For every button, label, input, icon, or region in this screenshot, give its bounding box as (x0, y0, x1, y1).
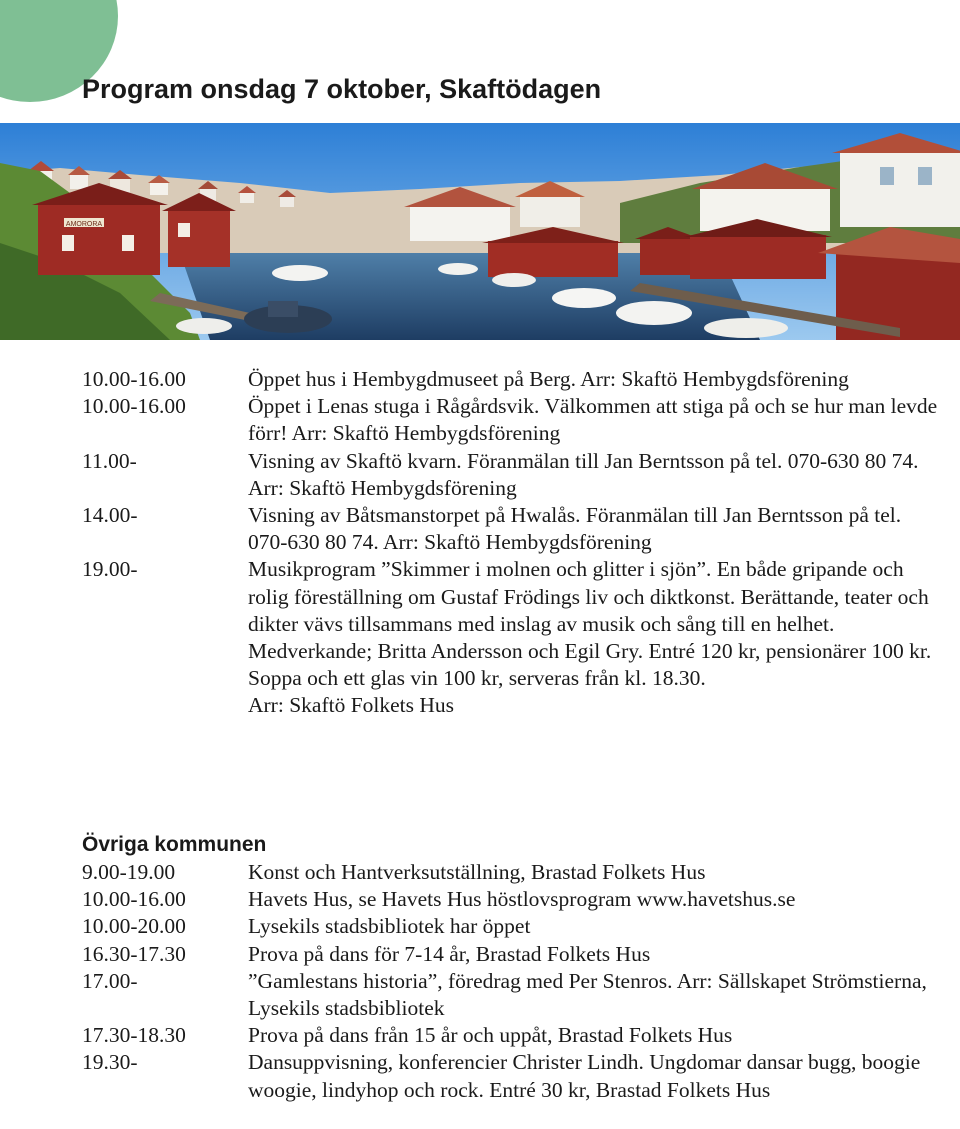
event-time: 9.00-19.00 (82, 860, 176, 884)
event-description: Dansuppvisning, konferencier Christer Lindh. Ungdomar dansar bugg, boogie woogie, lindyhop och rock. Entré 30 kr, Brastad Folkets Hus (248, 1050, 921, 1102)
event-time: 14.00- (82, 503, 138, 528)
event-time: 10.00-20.00 (82, 914, 186, 939)
schedule-item (82, 913, 942, 940)
event-description: Konst och Hantverksutställning, Brastad Folkets Hus (248, 860, 706, 884)
event-description: Visning av Skaftö kvarn. Föranmälan till Jan Berntsson på tel. 070-630 80 74. Arr: Skaftö Hembygdsförening (248, 448, 919, 500)
schedule-item (82, 859, 942, 886)
event-time: 11.00- (82, 448, 137, 473)
event-organizer: Arr: Skaftö Folkets Hus (248, 693, 455, 718)
page-title: Program onsdag 7 oktober, Skaftödagen (82, 74, 602, 104)
schedule-item (82, 502, 942, 556)
skafto-schedule (82, 366, 942, 720)
schedule-item (82, 393, 942, 447)
schedule-item (82, 1049, 942, 1103)
event-time: 19.00- (82, 557, 138, 582)
event-description: Lysekils stadsbibliotek har öppet (248, 914, 531, 939)
harbor-photo (0, 123, 960, 340)
event-time: 17.30-18.30 (82, 1023, 186, 1048)
event-time: 10.00-16.00 (82, 367, 186, 391)
event-time: 19.30- (82, 1050, 138, 1075)
event-description: Havets Hus, se Havets Hus höstlovsprogram www.havetshus.se (248, 887, 796, 912)
event-description: ”Gamlestans historia”, föredrag med Per Stenros. Arr: Sällskapet Strömstierna, Lysekils stadsbibliotek (248, 968, 927, 1021)
event-description: Öppet hus i Hembygdmuseet på Berg. Arr: Skaftö Hembygdsförening (248, 367, 849, 391)
event-time: 10.00-16.00 (82, 394, 186, 419)
schedule-item (82, 366, 942, 393)
event-time: 17.00- (82, 968, 138, 993)
event-description: Prova på dans för 7-14 år, Brastad Folkets Hus (248, 941, 651, 966)
section-heading: Övriga kommunen (82, 833, 267, 856)
event-description: Prova på dans från 15 år och uppåt, Brastad Folkets Hus (248, 1023, 733, 1048)
schedule-item (82, 968, 942, 1022)
event-description: Öppet i Lenas stuga i Rågårdsvik. Välkommen att stiga på och se hur man levde förr! Arr: Skaftö Hembygdsförening (248, 394, 938, 446)
schedule-item (82, 941, 942, 968)
event-description-main: Musikprogram ”Skimmer i molnen och glitter i sjön”. En både gripande och rolig föreställning om Gustaf Frödings liv och diktkonst. Berättande, teater och dikter vävs tillsammans med inslag av musik och sång till en helhet. Medverkande; Britta Andersson och Egil Gry. Entré 120 kr, pensionärer 100 kr. Soppa och ett glas vin 100 kr, serveras från kl. 18.30. (248, 557, 932, 691)
schedule-item (82, 886, 942, 913)
event-description: Visning av Båtsmanstorpet på Hwalås. Föranmälan till Jan Berntsson på tel. 070-630 80 74. Arr: Skaftö Hembygdsförening (248, 503, 902, 555)
schedule-item (82, 1022, 942, 1049)
schedule-item (82, 448, 942, 502)
schedule-item (82, 556, 942, 719)
other-municipality-section (82, 832, 942, 1104)
event-description (248, 556, 942, 719)
boathouse-sign: AMORORA (65, 221, 103, 228)
event-time: 10.00-16.00 (82, 887, 186, 912)
event-time: 16.30-17.30 (82, 941, 186, 966)
